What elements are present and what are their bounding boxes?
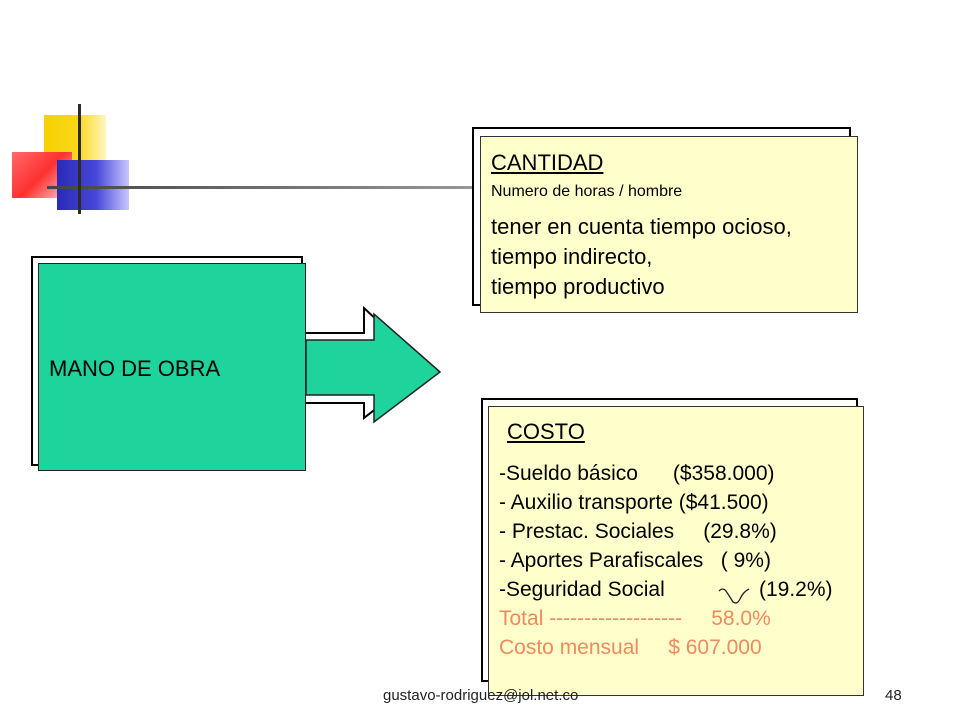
costo-line-4: - Aportes Parafiscales ( 9%) xyxy=(499,549,771,572)
costo-line-2: - Auxilio transporte ($41.500) xyxy=(499,491,769,514)
page-number: 48 xyxy=(885,687,902,704)
logo-blue-square xyxy=(57,160,129,210)
costo-line-5-value: (19.2%) xyxy=(759,578,833,601)
cantidad-line-2: tiempo indirecto, xyxy=(491,244,653,269)
costo-line-1: -Sueldo básico ($358.000) xyxy=(499,462,775,485)
logo-vertical-rule xyxy=(78,104,81,214)
mano-de-obra-box xyxy=(38,263,306,471)
mano-de-obra-label: MANO DE OBRA xyxy=(49,356,221,381)
header-rule xyxy=(47,186,485,189)
cantidad-line-1: tener en cuenta tiempo ocioso, xyxy=(491,214,792,239)
cantidad-title: CANTIDAD xyxy=(491,150,604,175)
costo-mensual: Costo mensual $ 607.000 xyxy=(499,636,762,659)
costo-box xyxy=(488,406,864,696)
costo-total: Total ------------------- 58.0% xyxy=(499,607,771,630)
costo-line-5-label: -Seguridad Social xyxy=(499,578,665,601)
costo-title: COSTO xyxy=(507,419,585,444)
cantidad-box xyxy=(480,136,858,313)
cantidad-subtitle: Numero de horas / hombre xyxy=(491,183,683,200)
footer-email: gustavo-rodriguez@jol.net.co xyxy=(383,687,579,704)
cantidad-line-3: tiempo productivo xyxy=(491,274,665,299)
costo-line-3: - Prestac. Sociales (29.8%) xyxy=(499,520,777,543)
right-arrow-icon xyxy=(300,300,450,430)
